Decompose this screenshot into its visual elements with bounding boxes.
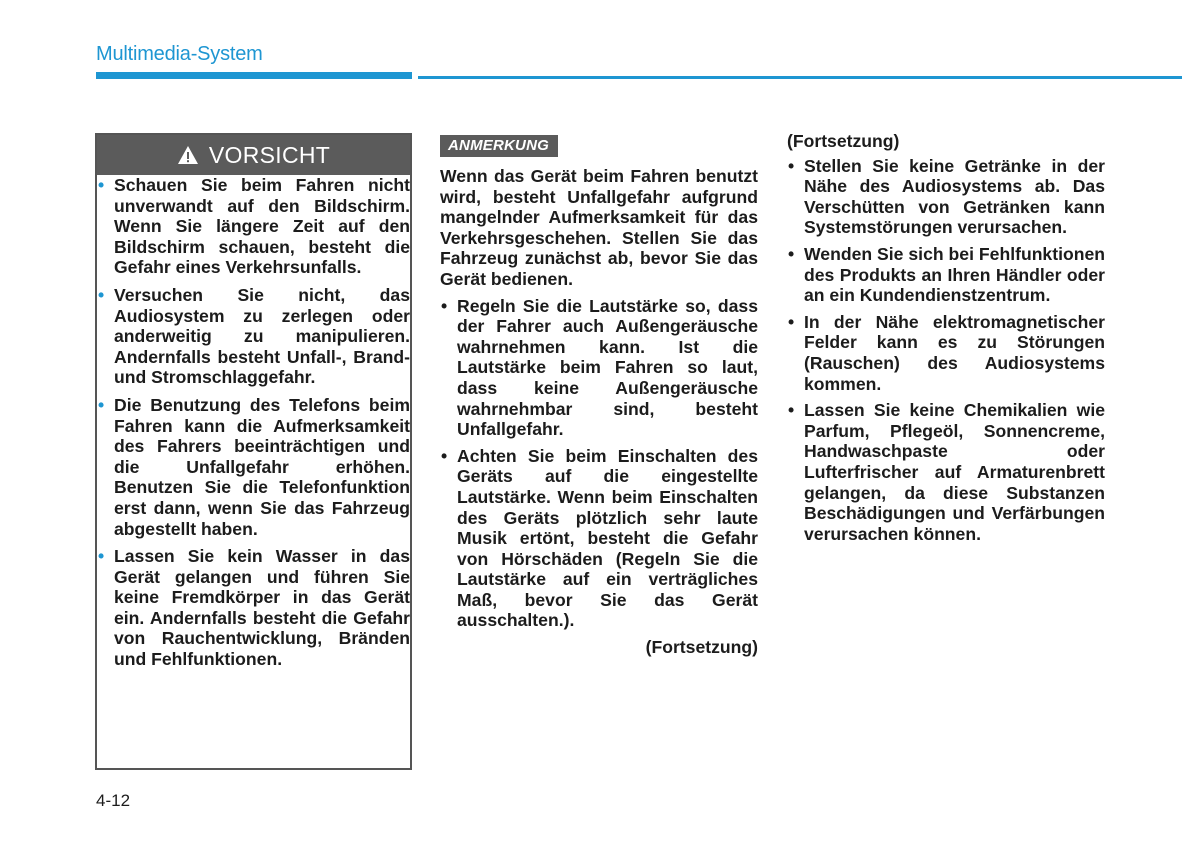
bullet-icon: •: [98, 175, 105, 195]
note-column: [440, 135, 758, 658]
continuation-label: (Fortsetzung): [787, 131, 900, 151]
bullet-icon: •: [98, 284, 105, 305]
note-label: ANMERKUNG: [440, 135, 558, 157]
bullet-icon: •: [98, 546, 105, 567]
caution-box: [95, 133, 412, 770]
section-title: Multimedia-System: [96, 43, 263, 65]
note-list: [440, 296, 758, 632]
bullet-icon: •: [788, 155, 795, 176]
warning-triangle-icon: [177, 145, 199, 165]
header-rule-thin: [418, 76, 1182, 79]
note-intro: Wenn das Gerät beim Fahren benutzt wird, besteht Unfallgefahr aufgrund mangelnder Aufmerksamkeit für das Verkehrsgeschehen. Stellen Sie das Fahrzeug zunächst ab, bevor Sie das Gerät bedienen.: [440, 166, 758, 289]
caution-list: [97, 175, 410, 670]
list-item: • Achten Sie beim Einschalten des Geräts auf die eingestellte Lautstärke. Wenn beim Einschalten des Geräts plötzlich sehr laute Musik ertönt, besteht die Gefahr von Hörschäden (Regeln Sie die Lautstärke auf ein verträgliches Maß, bevor Sie das Gerät ausschalten.).: [441, 445, 758, 631]
bullet-icon: •: [98, 394, 105, 415]
list-item: • Lassen Sie kein Wasser in das Gerät gelangen und führen Sie keine Fremdkörper in das Gerät ein. Andernfalls besteht die Gefahr von Rauchentwicklung, Bränden und Fehlfunktionen.: [98, 546, 410, 670]
list-item: • Die Benutzung des Telefons beim Fahren kann die Aufmerksamkeit des Fahrers beeinträchtigen und die Unfallgefahr erhöhen. Benutzen Sie die Telefonfunktion erst dann, wenn Sie das Fahrzeug abgestellt haben.: [98, 394, 410, 539]
list-item: • Regeln Sie die Lautstärke so, dass der Fahrer auch Außengeräusche wahrnehmen kann. Ist die Lautstärke beim Fahren so laut, dass keine Außengeräusche wahrnehmbar sind, besteht Unfallgefahr.: [441, 295, 758, 440]
continuation-column: [787, 131, 1105, 550]
continued-label: (Fortsetzung): [645, 637, 758, 658]
header-rule-thick: [96, 72, 412, 79]
list-item: • Versuchen Sie nicht, das Audiosystem zu zerlegen oder anderweitig zu manipulieren. Andernfalls besteht Unfall-, Brand- und Stromschlaggefahr.: [98, 284, 410, 388]
continuation-list: [787, 156, 1105, 545]
bullet-icon: •: [788, 243, 795, 264]
list-item: • In der Nähe elektromagnetischer Felder kann es zu Störungen (Rauschen) des Audiosystems kommen.: [788, 311, 1105, 394]
caution-header: [97, 135, 410, 175]
bullet-icon: •: [441, 295, 448, 316]
bullet-icon: •: [788, 400, 795, 421]
bullet-icon: •: [441, 445, 448, 466]
caution-title: VORSICHT: [208, 141, 331, 168]
list-item: • Schauen Sie beim Fahren nicht unverwandt auf den Bildschirm. Wenn Sie längere Zeit auf den Bildschirm schauen, besteht die Gefahr eines Verkehrsunfalls.: [98, 175, 410, 278]
list-item: • Stellen Sie keine Getränke in der Nähe des Audiosystems ab. Das Verschütten von Getränken kann Systemstörungen verursachen.: [788, 155, 1105, 238]
list-item: • Wenden Sie sich bei Fehlfunktionen des Produkts an Ihren Händler oder an ein Kundendienstzentrum.: [788, 243, 1105, 306]
list-item: • Lassen Sie keine Chemikalien wie Parfum, Pflegeöl, Sonnencreme, Handwaschpaste oder Lufterfrischer auf Armaturenbrett gelangen, da diese Substanzen Beschädigungen und Verfärbungen verursachen können.: [788, 400, 1105, 544]
bullet-icon: •: [788, 311, 795, 332]
page-number: 4-12: [96, 791, 131, 810]
